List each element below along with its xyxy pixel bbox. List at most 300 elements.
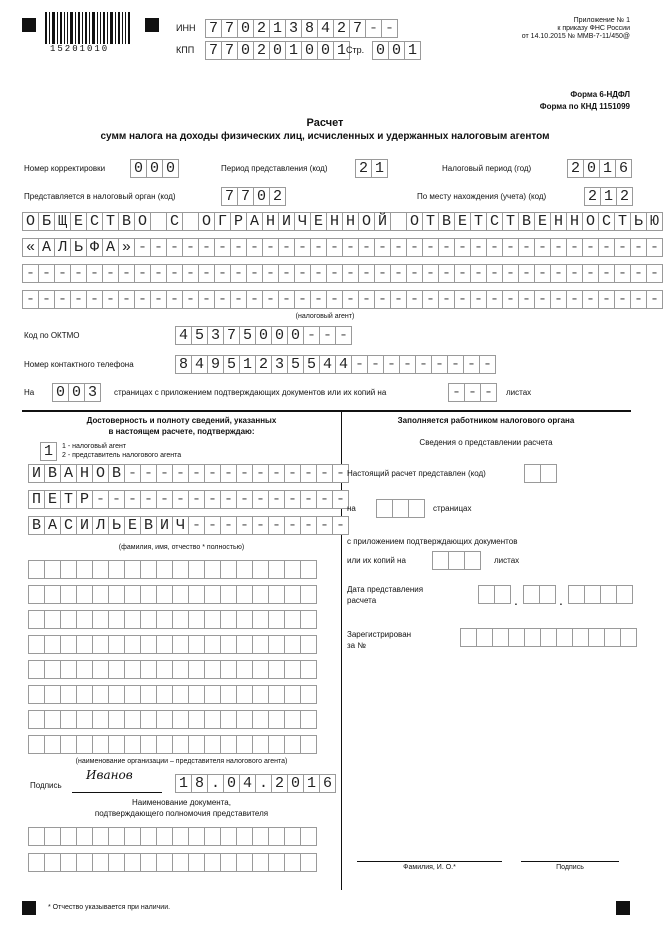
empty-cell[interactable]	[236, 827, 253, 846]
char-cell[interactable]: Ь	[630, 212, 647, 231]
char-cell[interactable]: Ю	[646, 212, 663, 231]
empty-cell[interactable]	[76, 853, 93, 872]
char-cell[interactable]: -	[230, 238, 247, 257]
char-cell[interactable]: -	[332, 464, 349, 483]
char-cell[interactable]: -	[252, 490, 269, 509]
char-cell[interactable]: -	[150, 238, 167, 257]
empty-cell[interactable]	[268, 560, 285, 579]
char-cell[interactable]: 4	[239, 774, 256, 793]
char-cell[interactable]: -	[431, 355, 448, 374]
empty-cell[interactable]	[28, 685, 45, 704]
empty-cell[interactable]	[220, 610, 237, 629]
empty-cell[interactable]	[572, 628, 589, 647]
char-cell[interactable]: -	[134, 290, 151, 309]
empty-cell[interactable]	[124, 710, 141, 729]
char-cell[interactable]: В	[118, 212, 135, 231]
empty-cell[interactable]	[108, 735, 125, 754]
empty-cell[interactable]	[268, 853, 285, 872]
char-cell[interactable]: А	[44, 516, 61, 535]
empty-cell[interactable]	[236, 585, 253, 604]
char-cell[interactable]: -	[310, 238, 327, 257]
char-cell[interactable]: -	[214, 290, 231, 309]
char-cell[interactable]: В	[28, 516, 45, 535]
char-cell[interactable]: 8	[191, 774, 208, 793]
empty-cell[interactable]	[92, 585, 109, 604]
empty-cell[interactable]	[284, 585, 301, 604]
empty-cell[interactable]	[300, 710, 317, 729]
empty-cell[interactable]	[140, 560, 157, 579]
char-cell[interactable]: Л	[54, 238, 71, 257]
char-cell[interactable]: -	[204, 490, 221, 509]
char-cell[interactable]: -	[598, 290, 615, 309]
char-cell[interactable]: 2	[253, 41, 270, 60]
char-cell[interactable]: 4	[335, 355, 352, 374]
char-cell[interactable]: .	[207, 774, 224, 793]
empty-cell[interactable]	[172, 560, 189, 579]
empty-cell[interactable]	[300, 685, 317, 704]
empty-cell[interactable]	[464, 551, 481, 570]
char-cell[interactable]: -	[188, 516, 205, 535]
empty-cell[interactable]	[252, 660, 269, 679]
char-cell[interactable]: -	[422, 264, 439, 283]
empty-cell[interactable]	[156, 610, 173, 629]
char-cell[interactable]: Б	[38, 212, 55, 231]
char-cell[interactable]: -	[204, 516, 221, 535]
char-cell[interactable]: -	[124, 464, 141, 483]
char-cell[interactable]: 0	[255, 326, 272, 345]
char-cell[interactable]: -	[383, 355, 400, 374]
char-cell[interactable]: Н	[566, 212, 583, 231]
char-cell[interactable]: -	[166, 238, 183, 257]
char-cell[interactable]: Н	[342, 212, 359, 231]
empty-cell[interactable]	[539, 585, 556, 604]
char-cell[interactable]: -	[582, 290, 599, 309]
empty-cell[interactable]	[620, 628, 637, 647]
char-cell[interactable]: 5	[303, 355, 320, 374]
char-cell[interactable]: О	[92, 464, 109, 483]
char-cell[interactable]: -	[470, 264, 487, 283]
empty-cell[interactable]	[156, 560, 173, 579]
char-cell[interactable]: -	[486, 238, 503, 257]
empty-cell[interactable]	[408, 499, 425, 518]
empty-cell[interactable]	[188, 853, 205, 872]
char-cell[interactable]: -	[358, 290, 375, 309]
empty-cell[interactable]	[236, 685, 253, 704]
char-cell[interactable]: -	[480, 383, 497, 402]
empty-cell[interactable]	[604, 628, 621, 647]
char-cell[interactable]	[182, 212, 199, 231]
char-cell[interactable]: -	[550, 264, 567, 283]
char-cell[interactable]: -	[406, 290, 423, 309]
char-cell[interactable]: 1	[303, 774, 320, 793]
char-cell[interactable]: -	[518, 238, 535, 257]
char-cell[interactable]: А	[60, 464, 77, 483]
empty-cell[interactable]	[584, 585, 601, 604]
empty-cell[interactable]	[268, 827, 285, 846]
char-cell[interactable]: -	[214, 238, 231, 257]
char-cell[interactable]: 1	[175, 774, 192, 793]
char-cell[interactable]: -	[156, 490, 173, 509]
char-cell[interactable]: -	[534, 290, 551, 309]
char-cell[interactable]: Е	[70, 212, 87, 231]
char-cell[interactable]: -	[534, 264, 551, 283]
char-cell[interactable]: -	[118, 264, 135, 283]
empty-cell[interactable]	[156, 710, 173, 729]
char-cell[interactable]: -	[246, 238, 263, 257]
char-cell[interactable]: О	[198, 212, 215, 231]
char-cell[interactable]: В	[44, 464, 61, 483]
char-cell[interactable]: 7	[237, 187, 254, 206]
char-cell[interactable]: -	[342, 290, 359, 309]
char-cell[interactable]: 0	[130, 159, 147, 178]
char-cell[interactable]: -	[310, 264, 327, 283]
char-cell[interactable]: -	[172, 490, 189, 509]
char-cell[interactable]: -	[214, 264, 231, 283]
char-cell[interactable]: -	[486, 264, 503, 283]
empty-cell[interactable]	[140, 735, 157, 754]
empty-cell[interactable]	[188, 660, 205, 679]
empty-cell[interactable]	[44, 560, 61, 579]
char-cell[interactable]: 1	[600, 187, 617, 206]
char-cell[interactable]: -	[326, 290, 343, 309]
char-cell[interactable]: -	[156, 464, 173, 483]
char-cell[interactable]: -	[268, 464, 285, 483]
char-cell[interactable]: -	[566, 238, 583, 257]
char-cell[interactable]: -	[381, 19, 398, 38]
char-cell[interactable]: Е	[534, 212, 551, 231]
empty-cell[interactable]	[494, 585, 511, 604]
char-cell[interactable]: -	[447, 355, 464, 374]
char-cell[interactable]: В	[108, 464, 125, 483]
char-cell[interactable]: -	[262, 238, 279, 257]
char-cell[interactable]: 2	[271, 774, 288, 793]
char-cell[interactable]: И	[28, 464, 45, 483]
char-cell[interactable]: 0	[372, 41, 389, 60]
char-cell[interactable]: -	[236, 464, 253, 483]
empty-cell[interactable]	[268, 610, 285, 629]
empty-cell[interactable]	[204, 635, 221, 654]
empty-cell[interactable]	[188, 610, 205, 629]
char-cell[interactable]: -	[342, 264, 359, 283]
empty-cell[interactable]	[28, 660, 45, 679]
char-cell[interactable]: Ч	[294, 212, 311, 231]
empty-cell[interactable]	[60, 635, 77, 654]
empty-cell[interactable]	[28, 853, 45, 872]
empty-cell[interactable]	[300, 610, 317, 629]
empty-cell[interactable]	[392, 499, 409, 518]
empty-cell[interactable]	[60, 853, 77, 872]
char-cell[interactable]: -	[134, 238, 151, 257]
empty-cell[interactable]	[44, 853, 61, 872]
char-cell[interactable]: Щ	[54, 212, 71, 231]
char-cell[interactable]: -	[86, 290, 103, 309]
char-cell[interactable]: -	[332, 516, 349, 535]
empty-cell[interactable]	[156, 660, 173, 679]
empty-cell[interactable]	[28, 610, 45, 629]
char-cell[interactable]: О	[406, 212, 423, 231]
empty-cell[interactable]	[284, 853, 301, 872]
char-cell[interactable]: 7	[221, 19, 238, 38]
char-cell[interactable]: -	[374, 290, 391, 309]
empty-cell[interactable]	[300, 660, 317, 679]
char-cell[interactable]: 0	[583, 159, 600, 178]
empty-cell[interactable]	[284, 635, 301, 654]
empty-cell[interactable]	[476, 628, 493, 647]
char-cell[interactable]: -	[448, 383, 465, 402]
char-cell[interactable]: 2	[269, 187, 286, 206]
char-cell[interactable]: -	[479, 355, 496, 374]
char-cell[interactable]: -	[54, 290, 71, 309]
empty-cell[interactable]	[284, 560, 301, 579]
char-cell[interactable]: -	[140, 464, 157, 483]
empty-cell[interactable]	[44, 660, 61, 679]
char-cell[interactable]: -	[335, 326, 352, 345]
char-cell[interactable]: 2	[333, 19, 350, 38]
char-cell[interactable]: 7	[205, 41, 222, 60]
empty-cell[interactable]	[300, 635, 317, 654]
empty-cell[interactable]	[284, 610, 301, 629]
empty-cell[interactable]	[44, 635, 61, 654]
char-cell[interactable]: 5	[223, 355, 240, 374]
char-cell[interactable]: -	[294, 264, 311, 283]
empty-cell[interactable]	[220, 853, 237, 872]
empty-cell[interactable]	[204, 585, 221, 604]
char-cell[interactable]: 2	[616, 187, 633, 206]
char-cell[interactable]: -	[300, 516, 317, 535]
char-cell[interactable]: -	[300, 464, 317, 483]
empty-cell[interactable]	[60, 610, 77, 629]
empty-cell[interactable]	[188, 685, 205, 704]
empty-cell[interactable]	[124, 560, 141, 579]
char-cell[interactable]: 7	[221, 41, 238, 60]
char-cell[interactable]: -	[198, 264, 215, 283]
char-cell[interactable]: Ь	[70, 238, 87, 257]
empty-cell[interactable]	[188, 585, 205, 604]
char-cell[interactable]: -	[614, 290, 631, 309]
empty-cell[interactable]	[60, 585, 77, 604]
char-cell[interactable]: 0	[317, 41, 334, 60]
empty-cell[interactable]	[300, 827, 317, 846]
char-cell[interactable]: Л	[92, 516, 109, 535]
empty-cell[interactable]	[124, 735, 141, 754]
char-cell[interactable]: -	[332, 490, 349, 509]
empty-cell[interactable]	[92, 560, 109, 579]
char-cell[interactable]: -	[518, 264, 535, 283]
empty-cell[interactable]	[108, 610, 125, 629]
empty-cell[interactable]	[172, 685, 189, 704]
char-cell[interactable]: -	[252, 516, 269, 535]
char-cell[interactable]: -	[422, 290, 439, 309]
empty-cell[interactable]	[188, 560, 205, 579]
char-cell[interactable]: 9	[207, 355, 224, 374]
empty-cell[interactable]	[523, 585, 540, 604]
empty-cell[interactable]	[204, 560, 221, 579]
empty-cell[interactable]	[492, 628, 509, 647]
char-cell[interactable]: П	[28, 490, 45, 509]
empty-cell[interactable]	[268, 635, 285, 654]
char-cell[interactable]: -	[70, 264, 87, 283]
char-cell[interactable]: 8	[175, 355, 192, 374]
empty-cell[interactable]	[204, 685, 221, 704]
char-cell[interactable]: Н	[326, 212, 343, 231]
char-cell[interactable]: -	[118, 290, 135, 309]
char-cell[interactable]: -	[284, 490, 301, 509]
char-cell[interactable]: Н	[76, 464, 93, 483]
char-cell[interactable]: -	[124, 490, 141, 509]
char-cell[interactable]: -	[150, 290, 167, 309]
char-cell[interactable]: -	[351, 355, 368, 374]
empty-cell[interactable]	[156, 685, 173, 704]
char-cell[interactable]: -	[70, 290, 87, 309]
char-cell[interactable]: -	[198, 238, 215, 257]
empty-cell[interactable]	[172, 610, 189, 629]
empty-cell[interactable]	[300, 585, 317, 604]
empty-cell[interactable]	[220, 635, 237, 654]
char-cell[interactable]: -	[278, 238, 295, 257]
char-cell[interactable]: 1	[333, 41, 350, 60]
char-cell[interactable]: 2	[253, 19, 270, 38]
empty-cell[interactable]	[252, 635, 269, 654]
char-cell[interactable]: 7	[205, 19, 222, 38]
char-cell[interactable]: -	[463, 355, 480, 374]
char-cell[interactable]: -	[470, 238, 487, 257]
char-cell[interactable]: 5	[287, 355, 304, 374]
char-cell[interactable]: 7	[223, 326, 240, 345]
char-cell[interactable]: А	[102, 238, 119, 257]
char-cell[interactable]: -	[464, 383, 481, 402]
char-cell[interactable]: 0	[388, 41, 405, 60]
char-cell[interactable]: -	[438, 264, 455, 283]
empty-cell[interactable]	[252, 853, 269, 872]
empty-cell[interactable]	[124, 610, 141, 629]
char-cell[interactable]: Ь	[108, 516, 125, 535]
char-cell[interactable]: 3	[84, 383, 101, 402]
empty-cell[interactable]	[284, 735, 301, 754]
empty-cell[interactable]	[124, 660, 141, 679]
char-cell[interactable]: -	[268, 490, 285, 509]
char-cell[interactable]: 1	[40, 442, 57, 461]
empty-cell[interactable]	[108, 660, 125, 679]
char-cell[interactable]: -	[246, 290, 263, 309]
char-cell[interactable]: 1	[239, 355, 256, 374]
char-cell[interactable]: -	[422, 238, 439, 257]
char-cell[interactable]: -	[630, 264, 647, 283]
empty-cell[interactable]	[92, 685, 109, 704]
empty-cell[interactable]	[236, 710, 253, 729]
char-cell[interactable]: 1	[371, 159, 388, 178]
char-cell[interactable]: 7	[349, 19, 366, 38]
char-cell[interactable]: 6	[615, 159, 632, 178]
empty-cell[interactable]	[600, 585, 617, 604]
char-cell[interactable]: -	[415, 355, 432, 374]
empty-cell[interactable]	[284, 827, 301, 846]
char-cell[interactable]: -	[614, 264, 631, 283]
char-cell[interactable]: -	[614, 238, 631, 257]
empty-cell[interactable]	[432, 551, 449, 570]
char-cell[interactable]: -	[220, 516, 237, 535]
char-cell[interactable]: -	[278, 290, 295, 309]
empty-cell[interactable]	[60, 660, 77, 679]
empty-cell[interactable]	[252, 827, 269, 846]
char-cell[interactable]: 4	[317, 19, 334, 38]
char-cell[interactable]: -	[102, 290, 119, 309]
empty-cell[interactable]	[140, 827, 157, 846]
char-cell[interactable]: -	[262, 264, 279, 283]
char-cell[interactable]: -	[390, 264, 407, 283]
char-cell[interactable]: Е	[310, 212, 327, 231]
char-cell[interactable]: И	[278, 212, 295, 231]
empty-cell[interactable]	[92, 853, 109, 872]
char-cell[interactable]: С	[486, 212, 503, 231]
char-cell[interactable]: -	[172, 464, 189, 483]
char-cell[interactable]: -	[326, 264, 343, 283]
char-cell[interactable]: Е	[124, 516, 141, 535]
char-cell[interactable]: -	[365, 19, 382, 38]
char-cell[interactable]: И	[76, 516, 93, 535]
char-cell[interactable]: -	[454, 264, 471, 283]
empty-cell[interactable]	[108, 560, 125, 579]
empty-cell[interactable]	[568, 585, 585, 604]
empty-cell[interactable]	[300, 853, 317, 872]
char-cell[interactable]: -	[342, 238, 359, 257]
char-cell[interactable]: -	[150, 264, 167, 283]
char-cell[interactable]: -	[166, 290, 183, 309]
char-cell[interactable]: -	[454, 290, 471, 309]
char-cell[interactable]: -	[374, 238, 391, 257]
char-cell[interactable]: -	[598, 238, 615, 257]
char-cell[interactable]: -	[486, 290, 503, 309]
char-cell[interactable]	[150, 212, 167, 231]
char-cell[interactable]: -	[262, 290, 279, 309]
char-cell[interactable]: -	[550, 290, 567, 309]
empty-cell[interactable]	[28, 635, 45, 654]
empty-cell[interactable]	[220, 560, 237, 579]
empty-cell[interactable]	[76, 827, 93, 846]
char-cell[interactable]: -	[374, 264, 391, 283]
char-cell[interactable]: -	[630, 290, 647, 309]
char-cell[interactable]: О	[134, 212, 151, 231]
char-cell[interactable]: -	[220, 490, 237, 509]
char-cell[interactable]: 0	[237, 41, 254, 60]
empty-cell[interactable]	[108, 853, 125, 872]
empty-cell[interactable]	[44, 610, 61, 629]
char-cell[interactable]: -	[108, 490, 125, 509]
empty-cell[interactable]	[156, 735, 173, 754]
empty-cell[interactable]	[108, 635, 125, 654]
char-cell[interactable]: -	[406, 238, 423, 257]
char-cell[interactable]: Т	[614, 212, 631, 231]
empty-cell[interactable]	[188, 635, 205, 654]
char-cell[interactable]: -	[220, 464, 237, 483]
empty-cell[interactable]	[220, 710, 237, 729]
char-cell[interactable]: А	[38, 238, 55, 257]
char-cell[interactable]: -	[198, 290, 215, 309]
empty-cell[interactable]	[140, 853, 157, 872]
empty-cell[interactable]	[76, 735, 93, 754]
char-cell[interactable]: 6	[319, 774, 336, 793]
char-cell[interactable]: -	[534, 238, 551, 257]
char-cell[interactable]: 3	[285, 19, 302, 38]
empty-cell[interactable]	[188, 710, 205, 729]
char-cell[interactable]: -	[582, 264, 599, 283]
empty-cell[interactable]	[188, 827, 205, 846]
char-cell[interactable]: -	[358, 264, 375, 283]
char-cell[interactable]: Н	[550, 212, 567, 231]
char-cell[interactable]: 0	[301, 41, 318, 60]
char-cell[interactable]: 3	[207, 326, 224, 345]
char-cell[interactable]: -	[566, 290, 583, 309]
char-cell[interactable]: 0	[52, 383, 69, 402]
